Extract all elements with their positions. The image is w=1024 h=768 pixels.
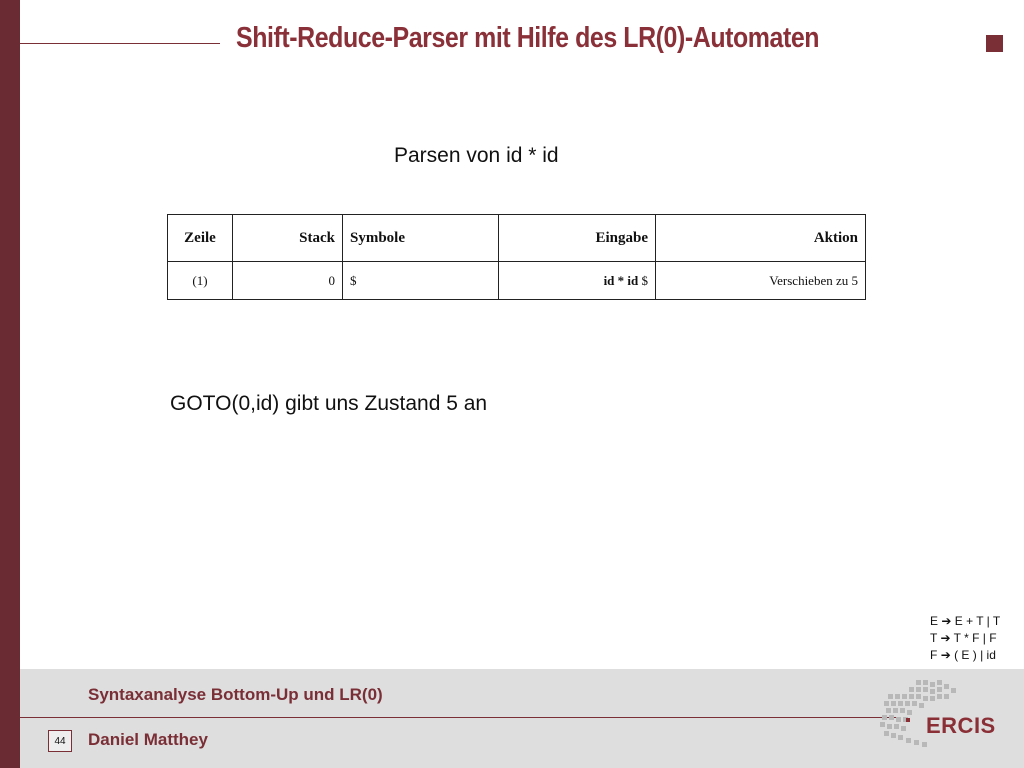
slide-subtitle: Parsen von id * id — [394, 144, 559, 167]
left-accent-bar — [0, 0, 20, 768]
cell-stack: 0 — [233, 262, 343, 300]
cell-aktion: Verschieben zu 5 — [656, 262, 866, 300]
footer-author: Daniel Matthey — [88, 730, 208, 749]
arrow-right-icon: ➔ — [941, 614, 952, 628]
grammar-rhs: T * F | F — [953, 631, 997, 645]
goto-note: GOTO(0,id) gibt uns Zustand 5 an — [170, 392, 488, 415]
arrow-right-icon: ➔ — [940, 648, 951, 662]
header-rule — [20, 43, 220, 44]
grammar-rules — [930, 613, 1000, 664]
cell-eingabe-end: $ — [638, 272, 648, 288]
page-number: 44 — [48, 730, 72, 752]
cell-zeile: (1) — [168, 262, 233, 300]
header-stack: Stack — [233, 215, 343, 262]
grammar-rhs: ( E ) | id — [954, 648, 996, 662]
grammar-lhs: T — [930, 631, 938, 645]
header-zeile: Zeile — [168, 215, 233, 262]
grammar-rule — [930, 630, 1000, 647]
cell-eingabe — [499, 262, 656, 300]
arrow-right-icon: ➔ — [940, 631, 951, 645]
grammar-rhs: E + T | T — [954, 614, 1001, 628]
header-aktion: Aktion — [656, 215, 866, 262]
footer-course-title: Syntaxanalyse Bottom-Up und LR(0) — [88, 685, 383, 704]
grammar-rule — [930, 613, 1000, 630]
table-header-row — [168, 215, 866, 262]
header-eingabe: Eingabe — [499, 215, 656, 262]
slide-title: Shift-Reduce-Parser mit Hilfe des LR(0)-Automaten — [236, 22, 820, 54]
footer — [20, 669, 1024, 768]
grammar-lhs: E — [930, 614, 939, 628]
parse-table — [167, 214, 866, 300]
table-row — [168, 262, 866, 300]
title-square-icon — [986, 35, 1003, 52]
cell-symbole: $ — [343, 262, 499, 300]
ercis-logo-text: ERCIS — [926, 713, 996, 738]
cell-eingabe-input: id * id — [603, 272, 639, 288]
grammar-rule — [930, 647, 1000, 664]
header-symbole: Symbole — [343, 215, 499, 262]
grammar-lhs: F — [930, 648, 938, 662]
footer-rule — [20, 717, 900, 718]
